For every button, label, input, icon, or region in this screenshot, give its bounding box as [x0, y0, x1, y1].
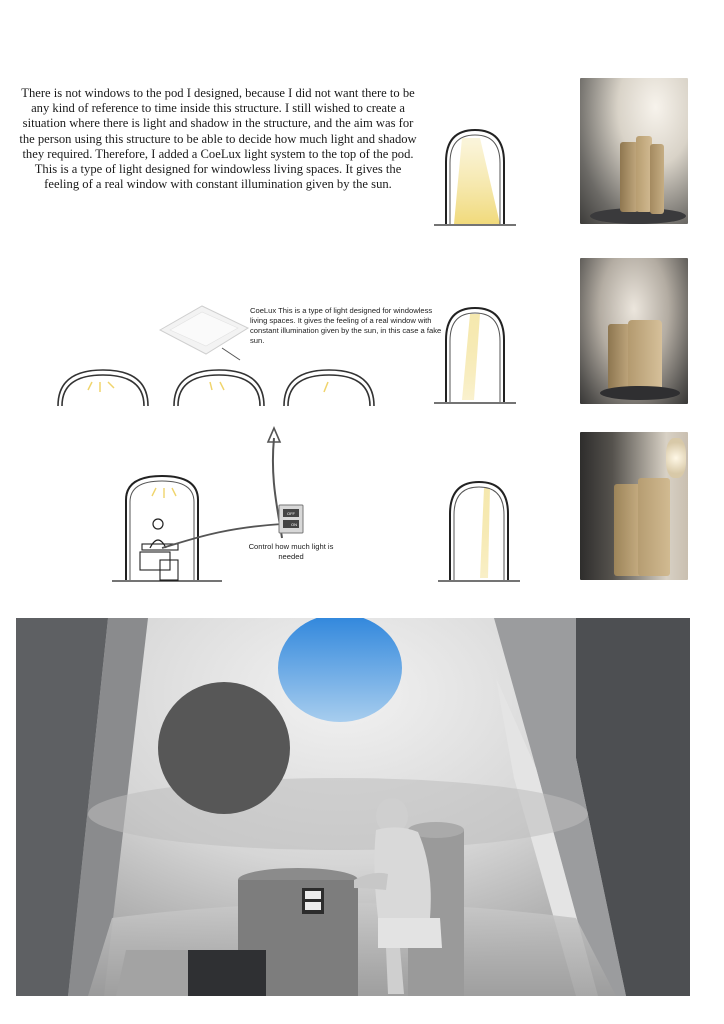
- arch-row-sketch: [50, 360, 390, 410]
- coelux-note: CoeLux This is a type of light designed for windowless living spaces. It gives the feeling of a real window with constant illumination given by the sun, in this case a fake sun.: [250, 306, 442, 345]
- arch-light-diagram-3: [436, 474, 522, 586]
- model-photo-1: [580, 78, 688, 224]
- intro-paragraph: There is not windows to the pod I designed, because I did not want there to be any kind of reference to time inside this structure. I still wished to create a situation where there is light and shadow in the structure, and the aim was for the person using this structure to be able to decide how much light and shadow they required. Therefore, I added a CoeLux light system to the top of the pod. This is a type of light designed for windowless living spaces. It gives the feeling of a real window with constant illumination given by the sun.: [19, 86, 417, 192]
- control-label: Control how much light is needed: [248, 542, 334, 561]
- pod-user-sketch: [110, 420, 290, 590]
- switch-on-label: ON: [291, 522, 297, 527]
- coelux-panel-sketch: [156, 300, 252, 364]
- light-switch-icon: [278, 504, 304, 534]
- arch-light-diagram-1: [432, 124, 518, 230]
- model-photo-3: [580, 432, 688, 580]
- switch-off-label: OFF: [287, 511, 295, 516]
- interior-render: [16, 618, 690, 996]
- model-photo-2: [580, 258, 688, 404]
